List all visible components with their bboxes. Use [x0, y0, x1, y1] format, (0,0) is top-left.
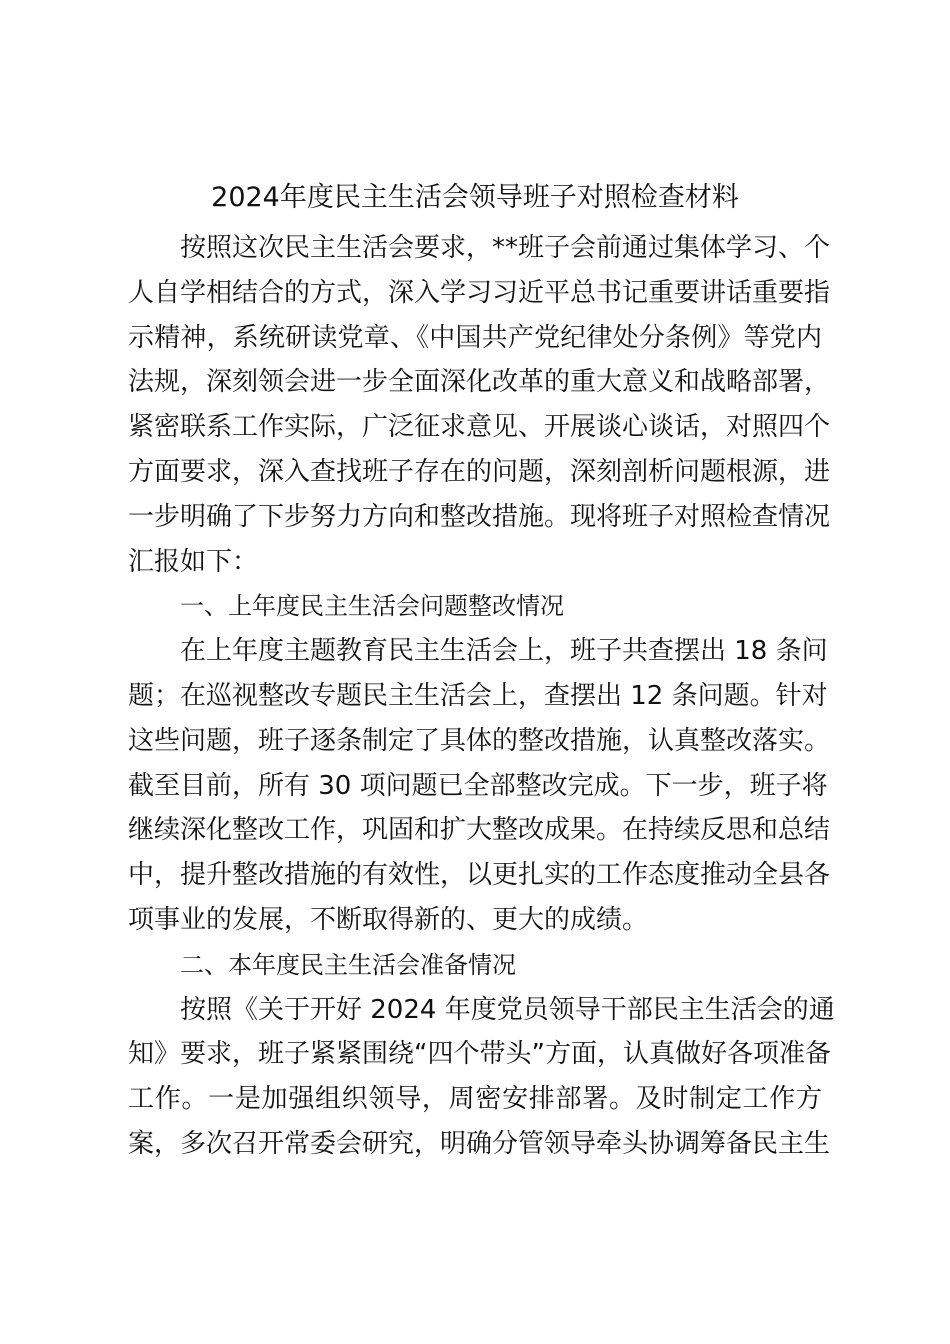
section-heading-2: 二、本年度民主生活会准备情况 — [180, 950, 516, 979]
text-line: 按照《关于开好 2024 年度党员领导干部民主生活会的通 — [180, 994, 835, 1025]
text-line: 方面要求，深入查找班子存在的问题，深刻剖析问题根源，进 — [128, 456, 831, 487]
text-line: 汇报如下： — [128, 546, 259, 577]
text-line: 在上年度主题教育民主生活会上，班子共查摆出 18 条问 — [180, 636, 828, 667]
rectification-paragraph — [128, 629, 831, 943]
document-body — [128, 226, 835, 1167]
text-line: 人自学相结合的方式，深入学习习近平总书记重要讲话重要指 — [128, 277, 831, 308]
text-line: 这些问题，班子逐条制定了具体的整改措施，认真整改落实。 — [128, 725, 831, 756]
text-line: 一步明确了下步努力方向和整改措施。现将班子对照检查情况 — [128, 501, 831, 532]
document-title: 2024年度民主生活会领导班子对照检查材料 — [211, 182, 739, 213]
text-line: 紧密联系工作实际，广泛征求意见、开展谈心谈话，对照四个 — [128, 412, 831, 443]
preparation-paragraph — [128, 988, 835, 1167]
text-line: 知》要求，班子紧紧围绕“四个带头”方面，认真做好各项准备 — [128, 1039, 831, 1070]
text-line: 题；在巡视整改专题民主生活会上，查摆出 12 条问题。针对 — [128, 680, 828, 711]
text-line: 继续深化整改工作，巩固和扩大整改成果。在持续反思和总结 — [128, 815, 831, 846]
section-heading-1: 一、上年度民主生活会问题整改情况 — [180, 592, 564, 621]
text-line: 案，多次召开常委会研究，明确分管领导牵头协调筹备民主生 — [128, 1128, 831, 1159]
text-line: 项事业的发展，不断取得新的、更大的成绩。 — [128, 904, 649, 935]
text-line: 按照这次民主生活会要求，**班子会前通过集体学习、个 — [180, 233, 831, 263]
text-line: 截至目前，所有 30 项问题已全部整改完成。下一步，班子将 — [128, 770, 828, 801]
text-line: 工作。一是加强组织领导，周密安排部署。及时制定工作方 — [128, 1084, 822, 1115]
intro-paragraph — [128, 226, 831, 584]
text-line: 法规，深刻领会进一步全面深化改革的重大意义和战略部署， — [128, 367, 831, 398]
text-line: 中，提升整改措施的有效性，以更扎实的工作态度推动全县各 — [128, 860, 831, 891]
text-line: 示精神，系统研读党章、《中国共产党纪律处分条例》等党内 — [128, 322, 822, 353]
